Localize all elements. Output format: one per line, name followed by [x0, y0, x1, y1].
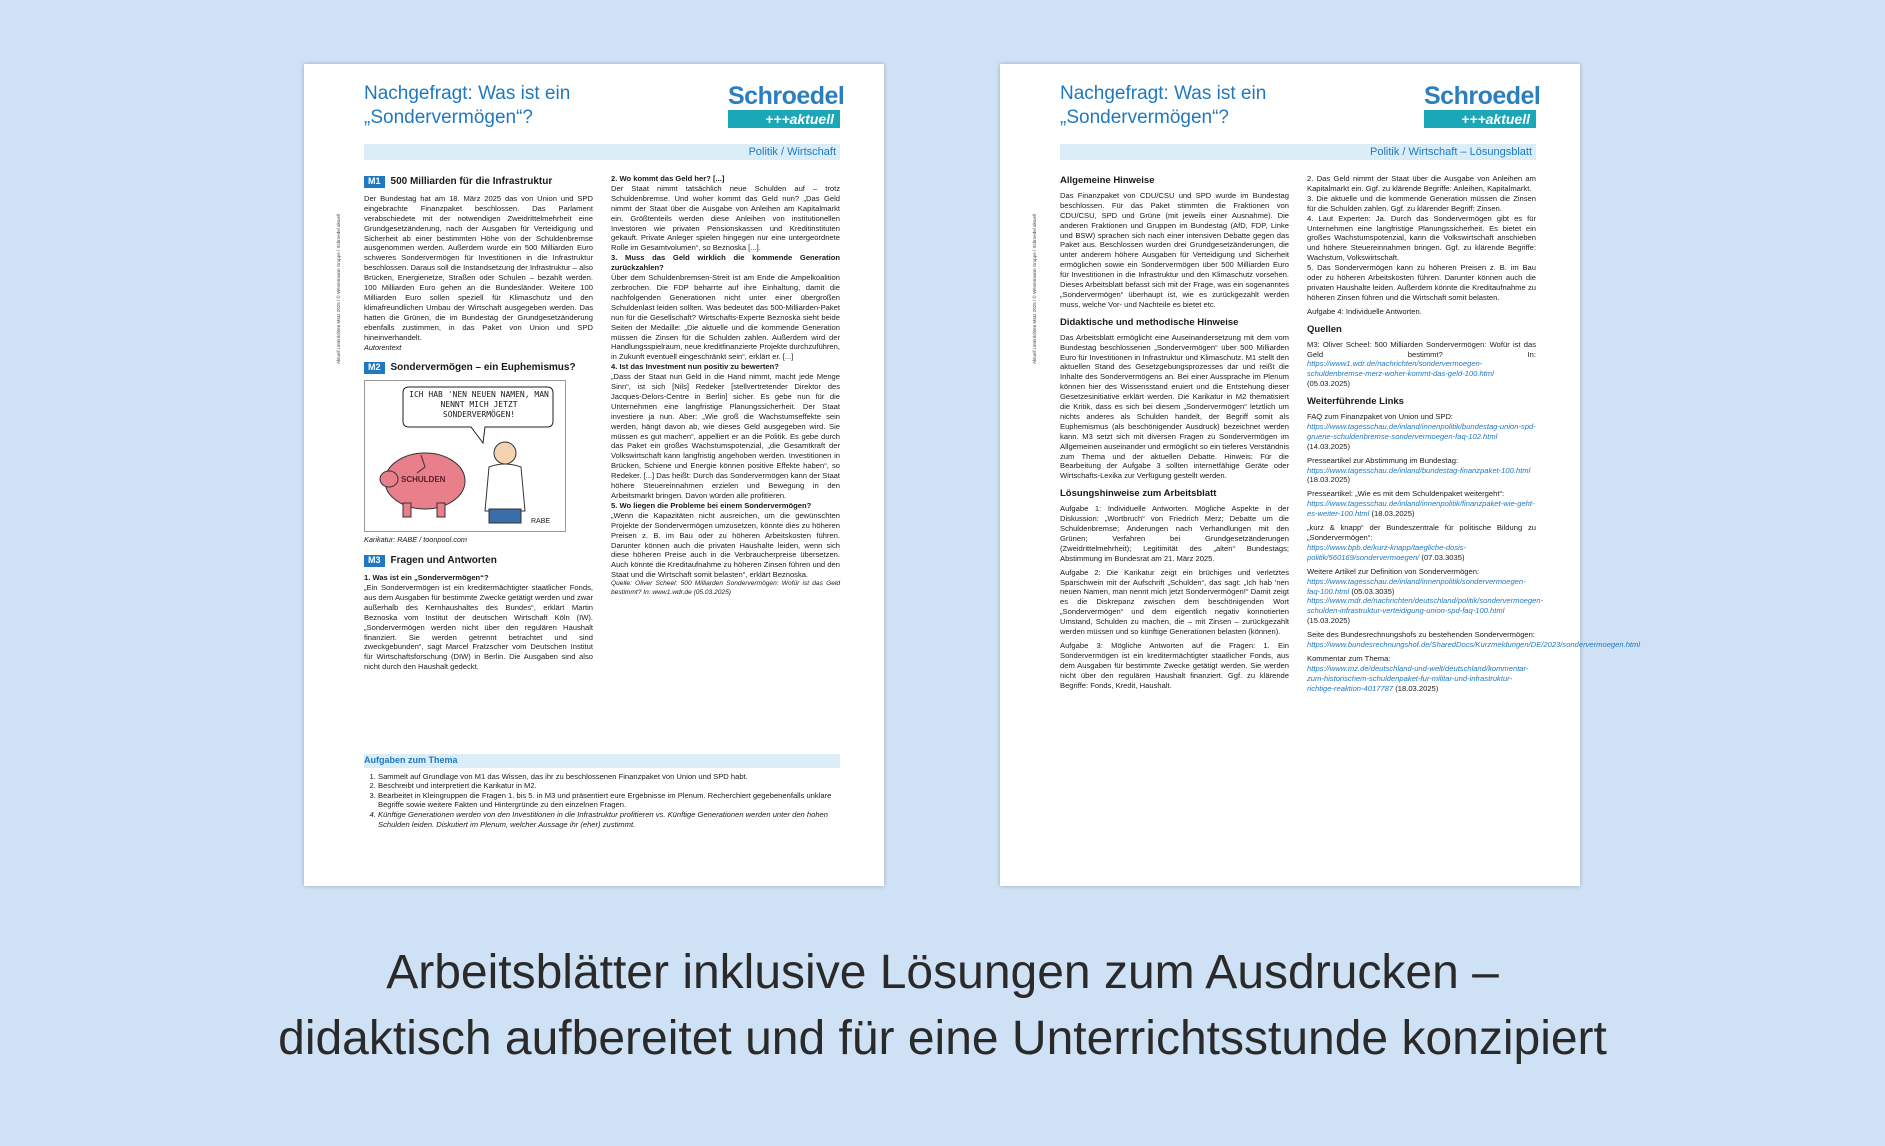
m3-title: Fragen und Antworten: [390, 555, 497, 567]
m3-answer-1: „Ein Sondervermögen ist ein kreditermächtigter staatlicher Fonds, aus dem Ausgaben für bestimmte Zwecke getätigt werden und zwar außerhalb des Kernhaushaltes des Bundes“, erklärt Martin Beznoska vom Institut der deutschen Wirtschaft Köln (IW). „Sondervermögen werden nicht über den regulären Haushalt finanziert. Sie werden getrennt betrachtet und sind zweckgebunden“, sagt Marcel Fratzscher vom Deutschen Institut für Wirtschaftsforschung (DIW) in Berlin. Die Ausgaben sind also nicht durch den Haushalt gedeckt.: [364, 583, 593, 672]
m3-badge: M3: [364, 555, 385, 567]
worksheet-column-right: [611, 174, 840, 672]
m3-question-3: 3. Muss das Geld wirklich die kommende Generation zurückzahlen?: [611, 253, 840, 273]
worksheet-title: Nachgefragt: Was ist ein „Sondervermögen“?: [364, 83, 571, 128]
promo-caption: [0, 940, 1885, 1072]
logo-word: Schroedel: [728, 82, 845, 110]
m2-title: Sondervermögen – ein Euphemismus?: [390, 362, 576, 374]
further-link-url[interactable]: https://www.mdr.de/nachrichten/deutschland/politik/sondervermoegen-schulden-infrastruktur-verteidigung-union-spd-faq-100.html: [1307, 596, 1544, 616]
task-item: 4. Künftige Generationen werden von den Investitionen in die Infrastruktur profitieren vs. Künftige Generationen werden unter den hohen Schulden leiden. Diskutiert im Plenum, welcher Aussage ihr (eher) zustimmt.: [378, 810, 840, 829]
further-link-item: [1307, 567, 1536, 597]
further-link-url[interactable]: https://www.tagesschau.de/inland/bundestag-finanzpaket-100.html: [1307, 465, 1531, 475]
further-link-item: [1307, 630, 1641, 650]
task-item: 3. Bearbeitet in Kleingruppen die Fragen 1. bis 5. in M3 und präsentiert eure Ergebnisse im Plenum. Recherchiert gegebenenfalls unklare Begriffe sowie weitere Fakten und Hintergründe zu den einzelnen Fragen.: [378, 791, 840, 810]
cartoon-speech: ICH HAB 'NEN NEUEN NAMEN, MAN NENNT MICH JETZT SONDERVERMÖGEN!: [409, 390, 549, 420]
further-link-date: (05.03.3035): [1351, 586, 1395, 596]
m2-badge: M2: [364, 362, 385, 374]
further-link-date: (07.03.3035): [1421, 552, 1465, 562]
m3-answer-4: „Dass der Staat nun Geld in die Hand nimmt, macht jede Menge Sinn“, ist sich [Nils] Redeker [stellvertretender Direktor des Jacques-Delors-Centre in Berlin] sicher. Es gebe nun für die Unternehmen eine langfristige Planungssicherheit. Der Staat investiere ja nun. Aber: „Wie groß die Wachstumseffekte sein werden, hängt davon ab, wie dieses Geld ausgegeben wird. Sie müssen es gut machen“, appelliert er an die Politik. Es gebe durch das Paket ein großes Wachstumspotenzial, „die Gesamtkraft der Volkswirtschaft kann langfristig angehoben werden. Investitionen in Brücken, Schiene und Energie können positive Effekte haben“, so Redeker. [...] Das heißt: Durch das Sondervermögen kann der Staat höhere Steuereinnahmen erzielen und Bewegung in den Arbeitsmarkt bringen. Davon würden alle profitieren.: [611, 372, 840, 500]
logo-tag: +++aktuell: [1424, 110, 1536, 128]
further-link-item: [1307, 596, 1544, 626]
further-link-label: „kurz & knapp“ der Bundeszentrale für politische Bildung zu „Sondervermögen“:: [1307, 523, 1536, 542]
solution-title: Nachgefragt: Was ist ein „Sondervermögen“?: [1060, 83, 1267, 128]
m3-question-5: 5. Wo liegen die Probleme bei einem Sondervermögen?: [611, 500, 812, 510]
tasks-heading: Aufgaben zum Thema: [364, 754, 840, 768]
further-link-label: Seite des Bundesrechnungshofs zu bestehenden Sondervermögen:: [1307, 630, 1535, 640]
further-link-date: (15.03.2025): [1307, 616, 1351, 626]
solution-task-1: Aufgabe 1: Individuelle Antworten. Mögliche Aspekte in der Diskussion: „Wortbruch“ von Friedrich Merz; Debatte um die Schuldenbremse; Änderungen nach Verhandlungen mit den Grünen; Verfahren bei Grundgesetzänderungen (Zweidrittelmehrheit); Legitimität des „alten“ Bundestags; Abstimmung im Bundesrat am 21. März 2025.: [1060, 504, 1289, 563]
solution-columns: [1060, 174, 1641, 698]
m3-question-1: 1. Was ist ein „Sondervermögen“?: [364, 573, 489, 583]
cartoon-image: [364, 380, 566, 532]
pig-leg: [403, 503, 411, 517]
further-links-heading: Weiterführende Links: [1307, 396, 1404, 408]
further-link-label: Weitere Artikel zur Definition von Sondervermögen:: [1307, 566, 1480, 576]
further-link-label: Kommentar zum Thema:: [1307, 653, 1391, 663]
m3-answer-5: „Wenn die Kapazitäten nicht ausreichen, um die gewünschten Projekte der Sondervermögen umzusetzen, könnte dies zu höheren Preisen z. B. im Bau oder zu höheren Arbeitskosten führen. Darunter können auch die privaten Haushalte leiden, wenn sich diese höheren Preise auch in die Verbraucherpreise übersetzen. Auch könnte die Kreditaufnahme zu höheren Zinsen führen und den Staat und die Wirtschaft somit belasten“, erklärt Beznoska.: [611, 510, 840, 580]
sources-text: M3: Oliver Scheel: 500 Milliarden Sondervermögen: Wofür ist das Geld bestimmt? In:: [1307, 339, 1536, 359]
further-link-date: (14.03.2025): [1307, 441, 1351, 451]
m3-answer-3: Über dem Schuldenbremsen-Streit ist am Ende die Ampelkoalition zerbrochen. Die FDP beharrte auf ihre Einhaltung, damit die nachfolgenden Generationen nicht unter einer übergroßen Schuldenlast leiden sollten. Was bedeutet das 500-Milliarden-Paket nun für die Gesellschaft? Wirtschafts-Experte Beznoska sieht beide Seiten der Medaille: „Die aktuelle und die kommende Generation müssen die Zinsen für die Schulden zahlen. Außerdem wird der Handlungsspielraum, neue kreditfinanzierte Projekte durchzuführen, in Zukunft eventuell eingeschränkt sein“, erklärt er. [...]: [611, 273, 840, 362]
solution-task-2: Aufgabe 2: Die Karikatur zeigt ein brüchiges und verletztes Sparschwein mit der Aufschrift „Schulden“, das sagt: „Ich hab 'nen neuen Namen, man nennt mich jetzt Sondervermögen!“ Damit zeigt es die Diskrepanz zwischen dem beschönigenden Wort „Sondervermögen“ und dem eigentlich negativ konnotierten Umstand, Schulden zu machen, die – mit Zinsen – zurückgezahlt werden müssen und so künftige Generationen belasten (können).: [1060, 567, 1289, 637]
further-link-url[interactable]: https://www.bpb.de/kurz-knapp/taegliche-dosis-politik/560169/sondervermoegen/: [1307, 542, 1467, 562]
further-link-item: [1307, 523, 1536, 563]
further-link-url[interactable]: https://www.tagesschau.de/inland/innenpolitik/sondervermoegen-faq-100.html: [1307, 576, 1526, 596]
sources-link[interactable]: https://www1.wdr.de/nachrichten/sondervermoegen-schuldenbremse-merz-woher-kommt-das-geld-100.html: [1307, 359, 1494, 379]
solution-answer-2: 2. Das Geld nimmt der Staat über die Ausgabe von Anleihen am Kapitalmarkt ein. Ggf. zu klärende Begriffe: Anleihen, Kapitalmarkt.: [1307, 174, 1536, 193]
m1-source: Autorentext: [364, 342, 402, 352]
tasks-list: [364, 772, 840, 830]
cartoon-pig-label: SCHULDEN: [401, 475, 446, 485]
m1-title: 500 Milliarden für die Infrastruktur: [390, 176, 553, 187]
further-link-item: [1307, 412, 1536, 452]
further-link-item: [1307, 456, 1536, 486]
general-notes-heading: Allgemeine Hinweise: [1060, 175, 1155, 186]
further-link-url[interactable]: https://www.tagesschau.de/inland/innenpolitik/finanzpaket-wie-geht-es-weiter-100.html: [1307, 499, 1535, 519]
m1-badge: M1: [364, 176, 385, 188]
caption-line-1: Arbeitsblätter inklusive Lösungen zum Ausdrucken –: [386, 946, 1499, 999]
cartoon-signature: RABE: [531, 518, 551, 526]
didactic-notes-text: Das Arbeitsblatt ermöglicht eine Auseinandersetzung mit dem vom Bundestag beschlossenen „Sondervermögen“ über 500 Milliarden Euro für Investitionen in Infrastruktur und Klimaschutz. M1 stellt den aktuellen Stand des Gesetzgebungsprozesses dar und reißt die Inhalte des Sondervermögens an. Bei einer Aussprache im Plenum können hier des Wissensstand eruiert und die Entstehung dieser Gesetzesinitiative erklärt werden. Die Karikatur in M2 thematisiert die Kritik, dass es sich bei diesem „Sondervermögen“ letztlich um nichts anderes als Schulden handelt, der Begriff somit als Euphemismus (als beschönigender Ausdruck) bezeichnet werden kann. M3 setzt sich mit diversen Fragen zu Sondervermögen im Allgemeinen auseinander und ermöglicht so ein tieferes Verständnis zum Thema und der aktuellen Debatte. Hinweis: Für die Bearbeitung der Aufgabe 3 sollten internetfähige Geräte oder Wirtschafts-Lexika zur Verfügung gestellt werden.: [1060, 332, 1289, 481]
further-link-label: Presseartikel: „Wie es mit dem Schuldenpaket weitergeht“:: [1307, 489, 1505, 499]
m1-heading: [364, 176, 593, 188]
solution-answer-3: 3. Die aktuelle und die kommende Generation müssen die Zinsen für die Schulden zahlen. Ggf. zu klärender Begriff: Zinsen.: [1307, 193, 1536, 213]
further-link-label: FAQ zum Finanzpaket von Union und SPD:: [1307, 412, 1454, 422]
solution-task-4: Aufgabe 4: Individuelle Antworten.: [1307, 306, 1422, 316]
schroedel-logo: [728, 82, 845, 128]
m3-question-4: 4. Ist das Investment nun positiv zu bewerten?: [611, 362, 779, 372]
general-notes-text: Das Finanzpaket von CDU/CSU und SPD wurde im Bundestag beschlossen. Für das Paket stimmten die Fraktionen von CDU/CSU, SPD und Grüne (mit jeweils einer Ausnahme). Die anderen Fraktionen und Gruppen im Bundestag (AfD, FDP, Linke und BSW) sprachen sich nach einer intensiven Debatte gegen das Paket aus. Beschlossen wurden drei Grundgesetzänderungen, die unter anderem höhere Ausgaben für Verteidigung und Sicherheit ermöglichen sowie ein Sondervermögen über 500 Milliarden Euro für Investitionen in die Infrastruktur und den Klimaschutz vorsehen. Dieses Arbeitsblatt befasst sich mit der Frage, was ein sogenanntes „Sondervermögen“ überhaupt ist, wie es zurückgezahlt werden muss, welche Vor- und Nachteile es bietet etc.: [1060, 190, 1289, 309]
solution-notes-heading: Lösungshinweise zum Arbeitsblatt: [1060, 488, 1217, 500]
caption-line-2: didaktisch aufbereitet und für eine Unterrichtsstunde konzipiert: [278, 1012, 1607, 1065]
solution-column-left: [1060, 174, 1289, 698]
cartoon-caption: Karikatur: RABE / toonpool.com: [364, 535, 468, 545]
copyright-sidetext: Aktuell Unterrichten März 2025 / © Westermann Gruppe / Schroedel aktuell: [336, 213, 341, 364]
copyright-sidetext: Aktuell Unterrichten März 2025 / © Westermann Gruppe / Schroedel aktuell: [1032, 213, 1037, 364]
solution-column-right: [1307, 174, 1641, 698]
logo-tag: +++aktuell: [728, 110, 840, 128]
m3-question-2: 2. Wo kommt das Geld her? [...]: [611, 174, 725, 183]
solution-page: [1000, 64, 1641, 886]
m2-heading: [364, 362, 593, 374]
further-link-url[interactable]: https://www.tagesschau.de/inland/innenpolitik/bundestag-union-spd-gruene-schuldenbremse-sondervermoegen-faq-102.html: [1307, 421, 1536, 441]
solution-answer-5: 5. Das Sondervermögen kann zu höheren Preisen z. B. im Bau oder zu höheren Arbeitskosten führen. Darunter können auch die privaten Haushalte leiden. Außerdem könnte die Kreditaufnahme zu höheren Zinsen führen und die Wirtschaft somit belasten.: [1307, 263, 1536, 302]
sources-heading: Quellen: [1307, 323, 1342, 335]
task-item: 2. Beschreibt und interpretiert die Karikatur in M2.: [378, 781, 840, 791]
man-trousers: [489, 509, 521, 523]
worksheet-columns: [364, 174, 840, 672]
schroedel-logo: [1424, 82, 1541, 128]
further-link-item: [1307, 654, 1536, 694]
solution-header: [1060, 82, 1541, 160]
solution-task-3: Aufgabe 3: Mögliche Antworten auf die Fragen: 1. Ein Sondervermögen ist ein kreditermächtigter staatlicher Fonds, aus dem Ausgaben für bestimmte Zwecke getätigt werden. Sie werden nicht über den regulären Haushalt finanziert. Ggf. zu klärende Begriffe: Fonds, Kredit, Haushalt.: [1060, 640, 1289, 690]
further-link-label: Presseartikel zur Abstimmung im Bundestag:: [1307, 455, 1459, 465]
further-link-date: (18.03.2025): [1371, 509, 1415, 519]
pig-snout: [380, 471, 398, 487]
subject-bar: Politik / Wirtschaft – Lösungsblatt: [1060, 144, 1536, 160]
worksheet-header: [364, 82, 845, 160]
subject-bar: Politik / Wirtschaft: [364, 144, 840, 160]
further-link-date: (18.03.2025): [1307, 475, 1351, 485]
sources-date: (05.03.2025): [1307, 379, 1351, 389]
pig-leg: [437, 503, 445, 517]
further-link-url[interactable]: https://www.bundesrechnungshof.de/SharedDocs/Kurzmeldungen/DE/2023/sondervermoegen.html: [1307, 640, 1641, 650]
man-head: [494, 442, 516, 464]
m3-heading: [364, 555, 593, 567]
m3-answer-2: Der Staat nimmt tatsächlich neue Schulden auf – trotz Schuldenbremse. Und woher kommt das Geld nun? „Das Geld nimmt der Staat über die Ausgabe von Anleihen am Kapitalmarkt ein. Größtenteils werden diese Anleihen von institutionellen Investoren wie privaten Pensionskassen und Kreditinstituten gekauft. Private Anleger spielen hingegen nur eine untergeordnete Rolle im Gesamtvolumen“, so Beznoska [...].: [611, 183, 840, 253]
sources-entry: [1307, 340, 1536, 390]
further-link-url[interactable]: https://www.mz.de/deutschland-und-welt/deutschland/kommentar-zum-historischem-schuldenpaket-fur-militar-und-infrastruktur-richtige-reaktion-4017787: [1307, 663, 1529, 693]
further-link-date: (18.03.2025): [1395, 683, 1439, 693]
m3-source: Quelle: Oliver Scheel: 500 Milliarden Sondervermögen: Wofür ist das Geld bestimmt? In: www1.wdr.de (05.03.2025): [611, 580, 840, 596]
solution-answer-4: 4. Laut Experten: Ja. Durch das Sondervermögen gibt es für Unternehmen eine langfristige Planungssicherheit. Es bietet ein großes Wachstumspotenzial, kann die Volkswirtschaft anschieben und höhere Steuereinnahmen bringen. Ggf. zu klärende Begriffe: Wachstum, Volkswirtschaft.: [1307, 213, 1536, 263]
task-item: 1. Sammelt auf Grundlage von M1 das Wissen, das ihr zu beschlossenen Finanzpaket von Union und SPD habt.: [378, 772, 840, 782]
worksheet-page: [304, 64, 884, 886]
logo-word: Schroedel: [1424, 82, 1541, 110]
worksheet-column-left: [364, 174, 593, 672]
tasks-section: [364, 754, 840, 829]
didactic-notes-heading: Didaktische und methodische Hinweise: [1060, 316, 1239, 328]
further-link-item: [1307, 489, 1536, 519]
man-body: [485, 464, 525, 511]
m1-text: Der Bundestag hat am 18. März 2025 das von Union und SPD eingebrachte Finanzpaket beschlossen. Das Parlament verabschiedete mit der notwendigen Zweidrittelmehrheit eine Grundgesetzänderung, nach der Ausgaben für Verteidigung und Sicherheit ab einer bestimmten Höhe von der Schuldenbremse ausgenommen werden. Außerdem wurde ein 500 Milliarden Euro schweres Sondervermögen für Investitionen in die Infrastruktur beschlossen. Daraus soll die Instandsetzung der Infrastruktur – also Brücken, Energienetze, Straßen oder Schulen – bezahlt werden. 100 Milliarden Euro gehen an die Bundesländer. Weitere 100 Milliarden Euro sollen speziell für Klimaschutz und den klimafreundlichen Umbau der Wirtschaft ausgegeben werden. Das hatten die Grünen, die im Bundestag der Grundgesetzänderung ebenfalls zustimmen, in das Paket von Union und SPD hineinverhandelt.: [364, 193, 593, 342]
